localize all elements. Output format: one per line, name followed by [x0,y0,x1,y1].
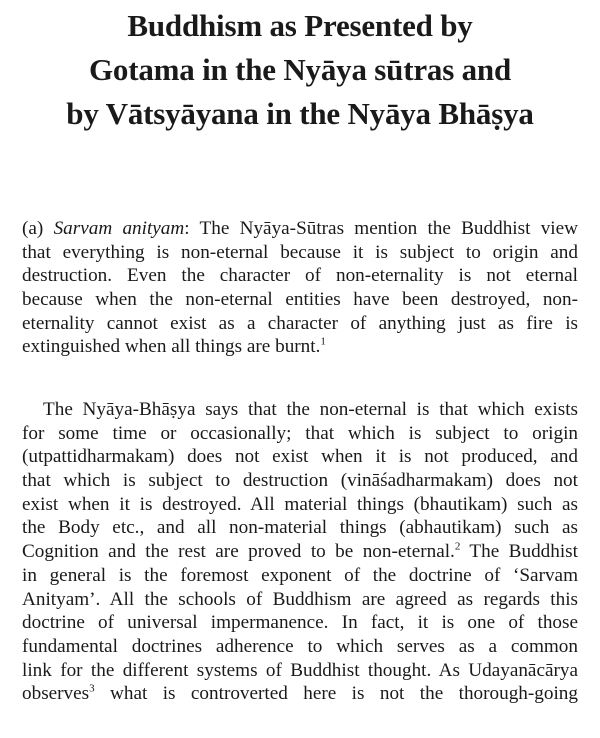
text-line: fundamental doctrines adherence to which serves as a common [22,635,578,657]
text-line: that which is subject to destruction (vināśadharmakam) does not [22,470,578,492]
text-line: exist when it is destroyed. All material things (bhautikam) such as [22,493,578,515]
text-line [22,335,578,359]
text-span: what is controverted here is not the thorough-going [94,683,578,705]
text-line: (utpattidharmakam) does not exist when it is not produced, and [22,446,578,468]
text-line: that everything is non-eternal because it is subject to origin and [22,241,578,263]
text-line: The Nyāya-Bhāṣya says that the non-eternal is that which exists [43,399,578,420]
term-italic: Sarvam anityam [53,218,185,239]
text-span: : The Nyāya-Sūtras mention the Buddhist view [184,218,578,239]
text-line: because when the non-eternal entities have been destroyed, non- [22,289,578,311]
text-line: for some time or occasionally; that which is subject to origin [22,422,578,444]
text-line: destruction. Even the character of non-eternality is not eternal [22,265,578,287]
paragraph-nyaya-bhasya [22,398,578,706]
text-line: link for the different systems of Buddhist thought. As Udayanācārya [22,659,578,681]
title-line-1: Buddhism as Presented by [127,8,473,43]
text-line [22,540,578,564]
paragraph-sarvam-anityam [22,217,578,359]
text-line: in general is the foremost exponent of the doctrine of ‘Sarvam [22,564,578,586]
footnote-marker: 1 [320,336,326,349]
text-line [22,217,578,241]
text-line: the Body etc., and all non-material things (abhautikam) such as [22,517,578,539]
chapter-title [0,4,600,136]
title-line-2: Gotama in the Nyāya sūtras and [88,52,511,87]
text-span: observes [22,683,90,705]
text-line: Anityam’. All the schools of Buddhism are agreed as regards this [22,588,578,610]
footnote-marker: 3 [89,682,95,695]
text-span: extinguished when all things are burnt. [22,336,321,358]
text-line: doctrine of universal impermanence. In fact, it is one of those [22,612,578,634]
text-line: eternality cannot exist as a character of anything just as fire is [22,312,578,334]
item-label: (a) [22,218,44,239]
text-line [22,682,578,706]
footnote-marker: 2 [454,540,461,553]
text-span: The Buddhist [460,541,578,563]
text-span: Cognition and the rest are proved to be non-eternal. [22,541,455,563]
title-line-3: by Vātsyāyana in the Nyāya Bhāṣya [66,96,534,131]
